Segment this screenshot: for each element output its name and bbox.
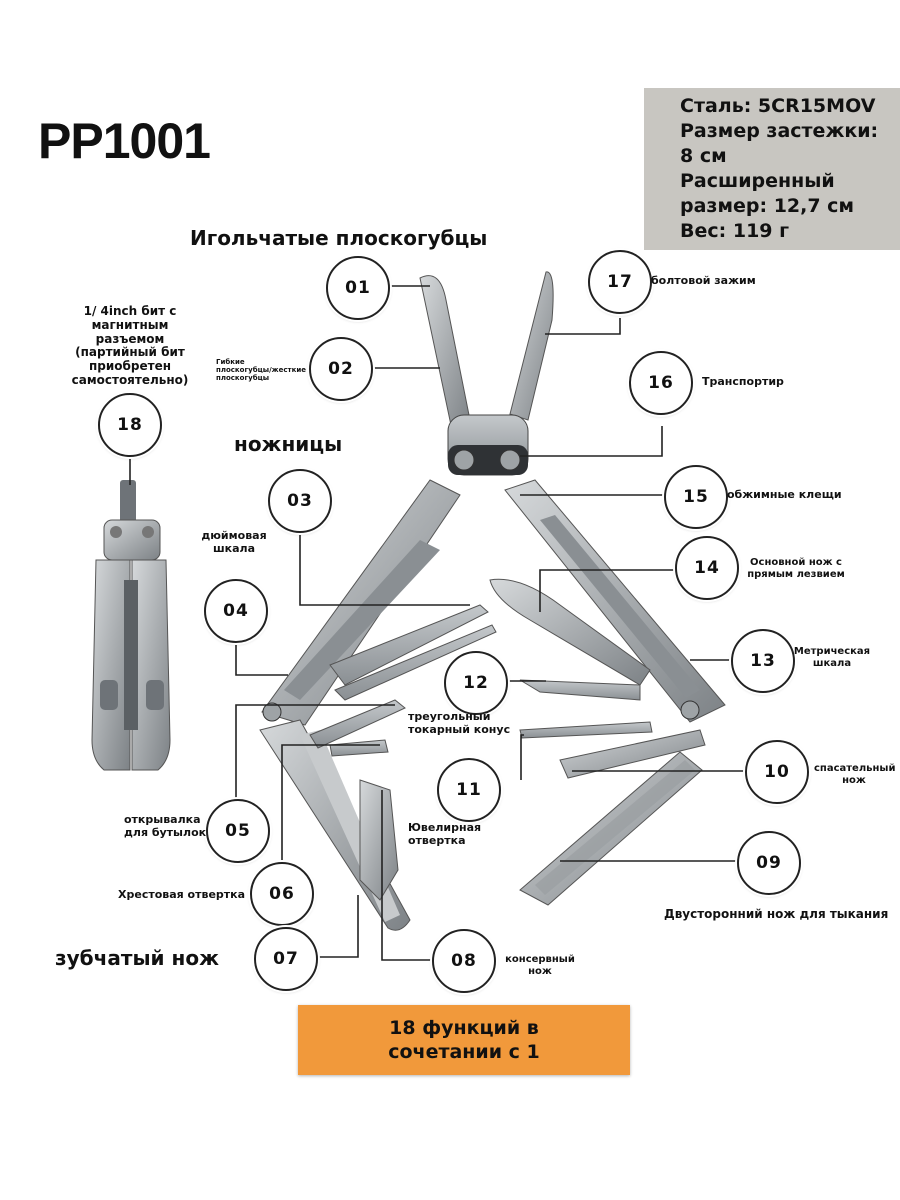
label-main-knife: Основной нож с прямым лезвием	[747, 557, 845, 580]
spec-clasp-size-value: 8 см	[680, 145, 727, 167]
feature-badge-17: 17	[588, 250, 652, 314]
label-double-sided-knife: Двусторонний нож для тыкания	[664, 907, 889, 921]
functions-banner	[298, 1005, 630, 1075]
heading-needle-pliers: Игольчатые плоскогубцы	[190, 226, 488, 250]
feature-badge-08: 08	[432, 929, 496, 993]
feature-badge-02: 02	[309, 337, 373, 401]
feature-badge-16: 16	[629, 351, 693, 415]
feature-badge-10: 10	[745, 740, 809, 804]
label-inch-scale: дюймовая шкала	[201, 529, 267, 555]
feature-badge-15: 15	[664, 465, 728, 529]
feature-badge-12: 12	[444, 651, 508, 715]
functions-banner-line-1: 18 функций в	[389, 1017, 539, 1039]
label-can-opener: консервный нож	[505, 954, 575, 977]
feature-badge-05: 05	[206, 799, 270, 863]
feature-badge-07: 07	[254, 927, 318, 991]
label-phillips-screwdriver: Хрестовая отвертка	[118, 888, 246, 901]
spec-steel: Сталь: 5CR15MOV	[680, 95, 876, 117]
feature-badge-04: 04	[204, 579, 268, 643]
feature-badge-06: 06	[250, 862, 314, 926]
functions-banner-line-2: сочетании с 1	[388, 1041, 540, 1063]
label-rescue-knife: спасательный нож	[814, 763, 896, 786]
heading-serrated-knife: зубчатый нож	[55, 946, 219, 970]
folded-tool-illustration	[92, 480, 170, 770]
label-triangle-cone: треугольный токарный конус	[408, 710, 511, 736]
bit-note: 1/ 4inch бит с магнитным разъемом (партийный бит приобретен самостоятельно)	[71, 304, 189, 387]
spec-weight: Вес: 119 г	[680, 220, 790, 242]
feature-badge-14: 14	[675, 536, 739, 600]
label-crimping-pliers: обжимные клещи	[727, 488, 842, 501]
product-title: PP1001	[38, 113, 210, 169]
feature-badge-13: 13	[731, 629, 795, 693]
feature-badge-09: 09	[737, 831, 801, 895]
label-protractor: Транспортир	[702, 375, 784, 388]
label-flexible-pliers: Гибкие плоскогубцы/жесткие плоскогубцы	[216, 358, 306, 383]
spec-extended: Расширенный	[680, 170, 835, 192]
label-metric-scale: Метрическая шкала	[793, 646, 871, 669]
feature-badge-18: 18	[98, 393, 162, 457]
label-jewelry-screwdriver: Ювелирная отвертка	[408, 821, 482, 847]
spec-clasp-size: Размер застежки:	[680, 120, 879, 142]
feature-badge-03: 03	[268, 469, 332, 533]
label-bottle-opener: открывалка для бутылок	[124, 813, 207, 839]
spec-extended-value: размер: 12,7 см	[680, 195, 854, 217]
feature-badge-01: 01	[326, 256, 390, 320]
feature-badge-11: 11	[437, 758, 501, 822]
label-bolt-clamp: болтовой зажим	[651, 274, 756, 287]
heading-scissors: ножницы	[234, 432, 343, 456]
